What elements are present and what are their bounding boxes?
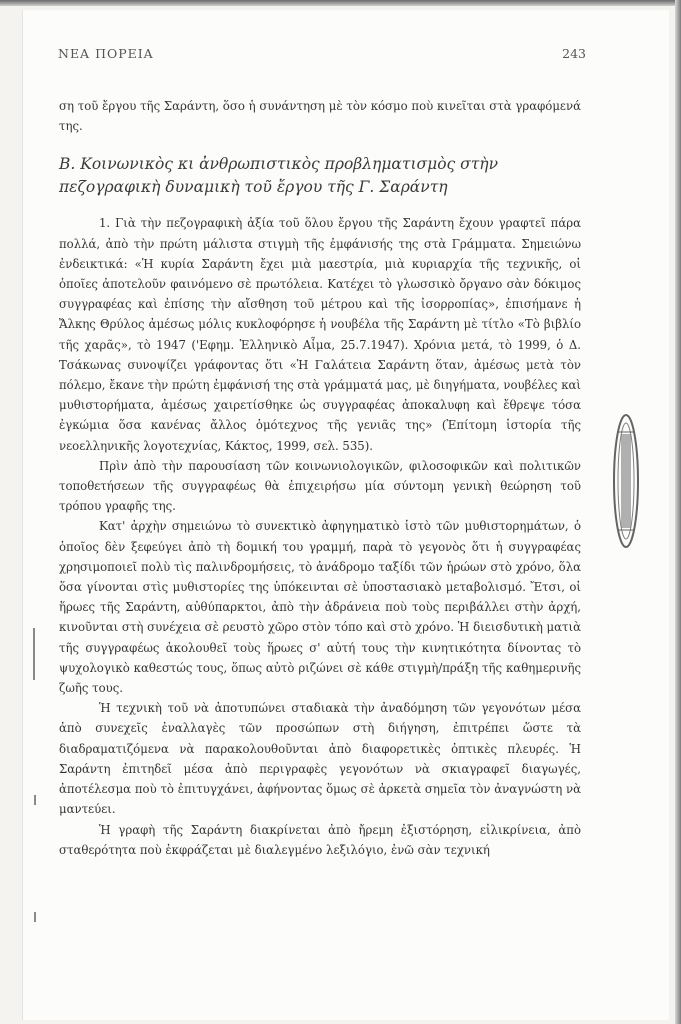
paragraph-5: Ἡ γραφὴ τῆς Σαράντη διακρίνεται ἀπὸ ἤρεμη ἐξιστόρηση, εἰλικρίνεια, ἀπὸ σταθερότητα ποὺ ἐκφράζεται μὲ διαλεγμένο λεξιλόγιο, ἐνῶ σὰν τεχνική xyxy=(59,822,581,857)
journal-title: ΝΕΑ ΠΟΡΕΙΑ xyxy=(58,46,154,61)
paragraph-1: 1. Γιὰ τὴν πεζογραφικὴ ἀξία τοῦ ὅλου ἔργου τῆς Σαράντη ἔχουν γραφτεῖ πάρα πολλά, ἀπὸ τὴν πρώτη μάλιστα στιγμὴ τῆς ἐμφάνισής της στὰ Γράμματα. Σημειώνω ἐνδεικτικά: «Ἡ κυρία Σαράντη ἔχει μιὰ μαεστρία, μιὰ κυριαρχία τῆς τεχνικῆς, οἱ ὁποῖες ἀποτελοῦν φαινόμενο σὲ πρωτόλεια. Κατέχει τὸ γλωσσικὸ ὄργανο σὰν δόκιμος συγγραφέας καὶ ἐπίσης τὴν αἴσθηση τοῦ μέτρου καὶ τῆς ἰσορροπίας», ἐπισήμανε ἡ Ἄλκης Θρύλος ἀμέσως μόλις κυκλοφόρησε ἡ νουβέλα τῆς Σαράντη μὲ τίτλο «Τὸ βιβλίο τῆς χαρᾶς», τὸ 1947 ('Εφημ. Ἑλληνικὸ Αἷμα, 25.7.1947). Χρόνια μετά, τὸ 1999, ὁ Δ. Τσάκωνας συνοψίζει γράφοντας ὅτι «Ἡ Γαλάτεια Σαράντη ὅταν, ἀμέσως μετὰ τὸν πόλεμο, ἔκανε τὴν πρώτη ἐμφάνισή της στὰ γράμματά μας, μὲ διηγήματα, νουβέλες καὶ μυθιστορήματα, ἀμέσως χαιρετίσθηκε ὡς συγγραφέας ἀποκαλυφη καὶ ἔθρεψε τόσα ἐγκώμια ὅσα κανένας ἄλλος ὁμότεχνος τῆς γενιᾶς της» (Ἐπίτομη ἱστορία τῆς νεοελληνικῆς λογοτεχνίας, Κάκτος, 1999, σελ. 535). xyxy=(59,216,581,453)
scan-edge-right xyxy=(675,0,681,1024)
continuation-paragraph: ση τοῦ ἔργου τῆς Σαράντη, ὅσο ἡ συνάντηση μὲ τὸν κόσμο ποὺ κινεῖται στὰ γραφόμενά της. xyxy=(59,99,581,134)
section-heading: Β. Κοινωνικὸς κι ἀνθρωπιστικὸς προβληματισμὸς στὴν πεζογραφικὴ δυναμικὴ τοῦ ἔργου τῆς Γ. Σαράντη xyxy=(59,155,498,197)
margin-mark xyxy=(34,912,36,922)
paragraph-2: Πρὶν ἀπὸ τὴν παρουσίαση τῶν κοινωνιολογικῶν, φιλοσοφικῶν καὶ πολιτικῶν τοποθετήσεων τῆς συγγραφέως θὰ ἐπιχειρήσω μία σύντομη γενικὴ θεώρηση τοῦ τρόπου γραφῆς της. xyxy=(59,458,581,514)
scan-edge-top xyxy=(0,0,681,6)
page-body xyxy=(59,96,581,860)
paragraph-3: Κατ' ἀρχὴν σημειώνω τὸ συνεκτικὸ ἀφηγηματικὸ ἱστὸ τῶν μυθιστορημάτων, ὁ ὁποῖος δὲν ξεφεύγει ἀπὸ τὴ δομική του γραμμή, παρὰ τὸ γεγονὸς ὅτι ἡ συγγραφέας χρησιμοποιεῖ πολὺ τὶς παλινδρομήσεις, τὸ ἀνάδρομο ταξίδι τῶν ἡρώων στὸ χρόνο, ὅλα ὅσα γίνονται στὶς μυθιστορίες της ὑπόκεινται σὲ ὑποστασιακὸ μεταβολισμό. Ἔτσι, οἱ ἥρωες τῆς Σαράντη, αὐθύπαρκτοι, ἀπὸ τὴν ἀδράνεια ποὺ τοὺς περιβάλλει στὴν ἀρχή, κινοῦνται στὴ συνέχεια σὲ ρευστὸ χῶρο στὸν τόπο καὶ στὸ χρόνο. Ἡ διεισδυτικὴ ματιὰ τῆς συγγραφέως ἀκολουθεῖ τοὺς ἥρωες σ' αὐτή τους τὴν κινητικότητα δίνοντας τὸ ψυχολογικὸ καθεστώς τους, ὅπως αὐτὸ ριζώνει σὲ κάθε στιγμὴ/πράξη τῆς καθημερινῆς ζωῆς τους. xyxy=(59,519,581,696)
page-number: 243 xyxy=(562,46,586,61)
paragraph-4: Ἡ τεχνικὴ τοῦ νὰ ἀποτυπώνει σταδιακὰ τὴν ἀναδόμηση τῶν γεγονότων μέσα ἀπὸ συνεχεῖς ἐναλλαγὲς τῶν προσώπων στὴ διήγηση, ἐπιτρέπει ὥστε τὰ διαδραματιζόμενα νὰ παρακολουθοῦνται ἀπὸ διαφορετικὲς ὀπτικὲς πλευρές. Ἡ Σαράντη ἐπιτηδεῖ μέσα ἀπὸ περιγραφὲς γεγονότων νὰ σκιαγραφεῖ διαγωγές, ἀποτέλεσμα ποὺ τὸ ἐπιτυγχάνει, ἀφήνοντας ὅμως σὲ ἀρκετὰ σημεῖα τὸν ἀναγνώστη νὰ μαντεύει. xyxy=(59,701,581,817)
margin-mark xyxy=(34,795,36,805)
running-head xyxy=(58,46,586,61)
library-stamp-icon xyxy=(612,412,640,550)
margin-mark xyxy=(33,628,35,680)
